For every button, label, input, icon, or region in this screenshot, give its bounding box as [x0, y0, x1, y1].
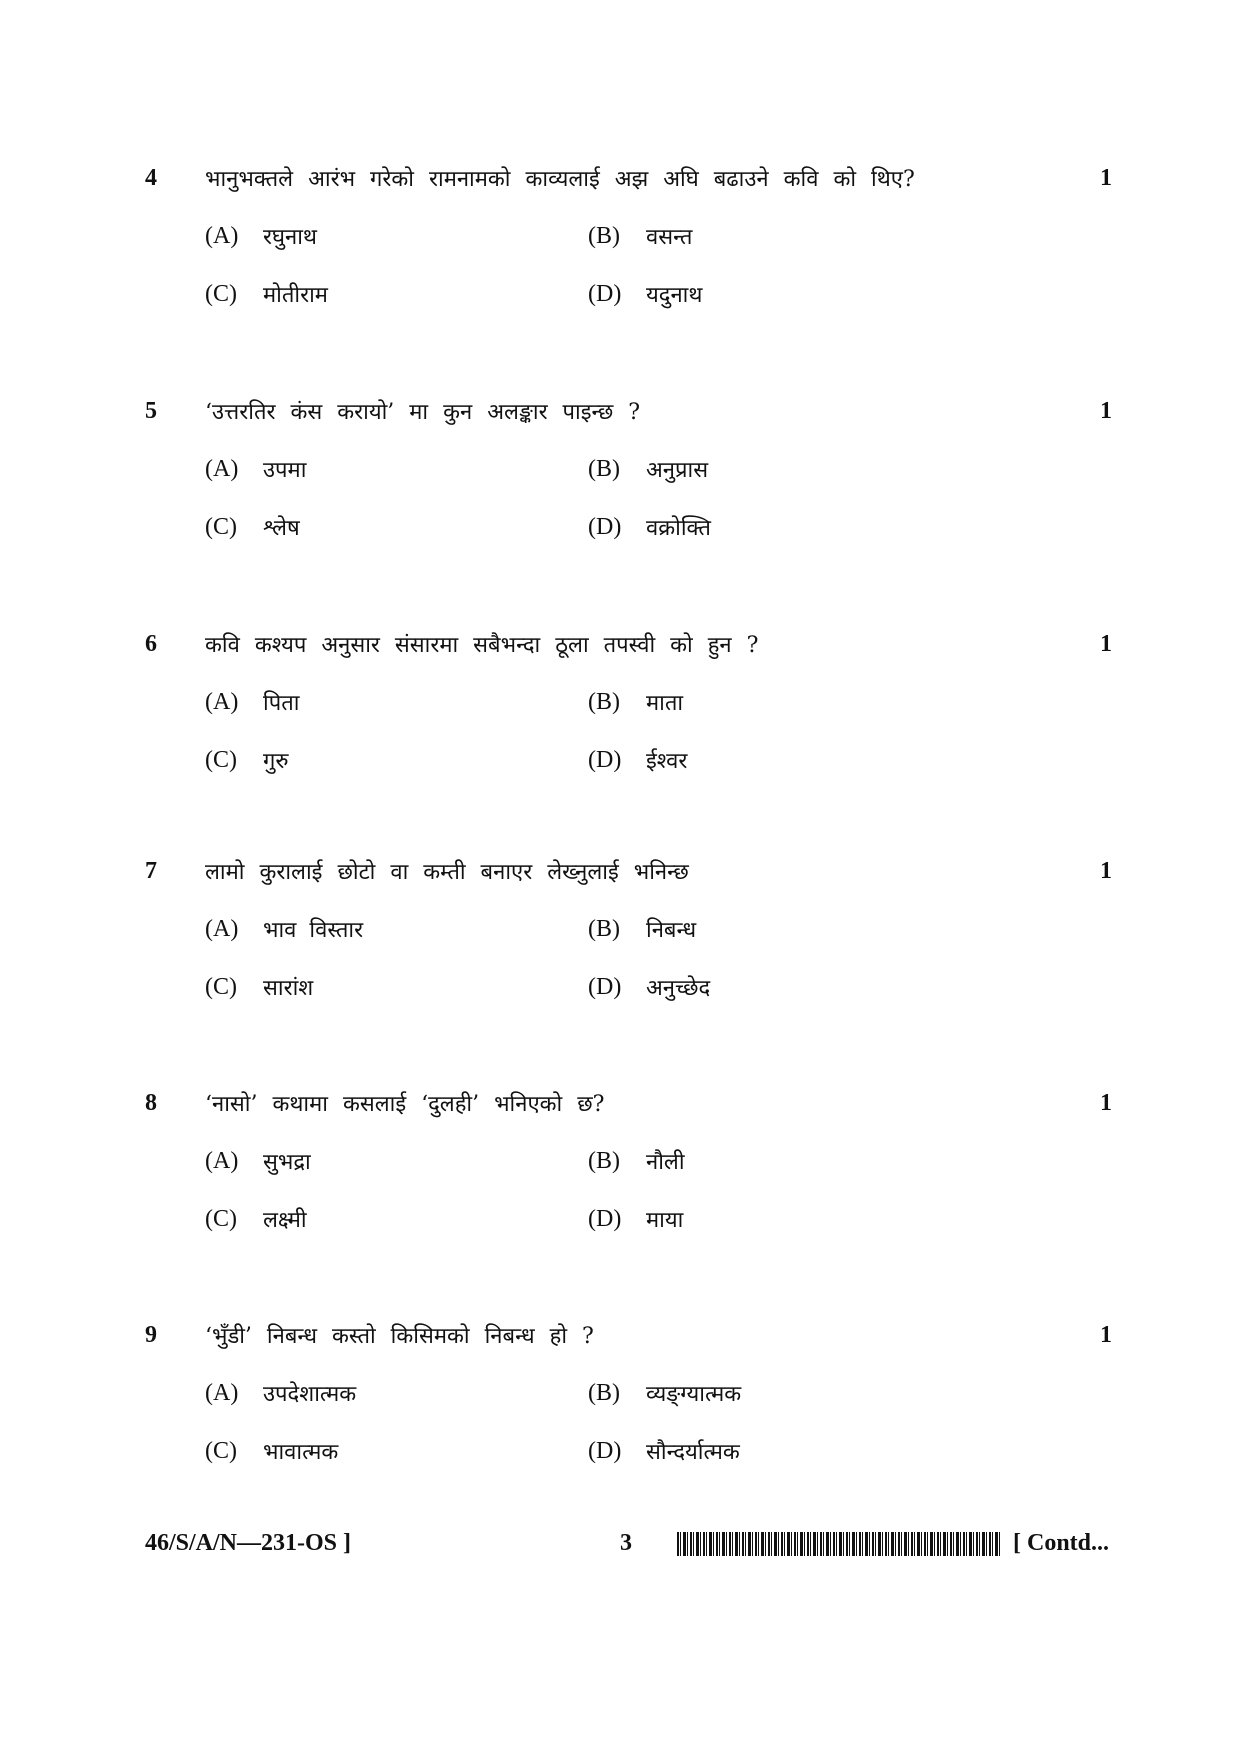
option-label: (B): [588, 223, 620, 249]
option-label: (A): [205, 689, 239, 715]
option-label: (A): [205, 456, 239, 482]
page-number: 3: [620, 1530, 632, 1556]
question-text: भानुभक्तले आरंभ गरेको रामनामको काव्यलाई अझ अघि बढाउने कवि को थिए?: [205, 167, 915, 192]
option-text: अनुप्रास: [646, 458, 709, 483]
option-label: (B): [588, 456, 620, 482]
option-label: (C): [205, 514, 237, 540]
option-label: (C): [205, 974, 237, 1000]
option-label: (D): [588, 1206, 622, 1232]
question-number: 8: [145, 1090, 157, 1116]
option-text: सुभद्रा: [263, 1150, 311, 1175]
question-number: 9: [145, 1322, 157, 1348]
option-text: सारांश: [263, 976, 314, 1001]
option-label: (D): [588, 514, 622, 540]
question-marks: 1: [1100, 631, 1112, 657]
question-text: ‘उत्तरतिर कंस करायो’ मा कुन अलङ्कार पाइन्छ ?: [205, 400, 641, 425]
option-text: व्यङ्ग्यात्मक: [646, 1382, 742, 1407]
option-label: (B): [588, 689, 620, 715]
question-6: [0, 631, 1241, 831]
question-text: कवि कश्यप अनुसार संसारमा सबैभन्दा ठूला तपस्वी को हुन ?: [205, 633, 759, 658]
option-text: माया: [646, 1208, 684, 1233]
question-marks: 1: [1100, 398, 1112, 424]
question-number: 7: [145, 858, 157, 884]
option-label: (B): [588, 1148, 620, 1174]
question-marks: 1: [1100, 165, 1112, 191]
question-number: 6: [145, 631, 157, 657]
option-text: सौन्दर्यात्मक: [646, 1440, 740, 1465]
question-8: [0, 1090, 1241, 1290]
option-label: (D): [588, 974, 622, 1000]
question-number: 5: [145, 398, 157, 424]
question-text: ‘भुँडी’ निबन्ध कस्तो किसिमको निबन्ध हो ?: [205, 1324, 594, 1349]
option-text: गुरु: [263, 749, 289, 774]
option-text: श्लेष: [263, 516, 300, 541]
option-text: वसन्त: [646, 225, 693, 250]
option-label: (B): [588, 916, 620, 942]
option-label: (C): [205, 747, 237, 773]
question-5: [0, 398, 1241, 598]
option-label: (D): [588, 747, 622, 773]
option-label: (C): [205, 281, 237, 307]
option-label: (D): [588, 1438, 622, 1464]
question-marks: 1: [1100, 1322, 1112, 1348]
option-text: लक्ष्मी: [263, 1208, 307, 1233]
option-text: नौली: [646, 1150, 685, 1175]
option-text: उपदेशात्मक: [263, 1382, 357, 1407]
question-7: [0, 858, 1241, 1058]
question-number: 4: [145, 165, 157, 191]
option-label: (D): [588, 281, 622, 307]
option-text: उपमा: [263, 458, 307, 483]
option-text: भावात्मक: [263, 1440, 339, 1465]
question-marks: 1: [1100, 1090, 1112, 1116]
option-text: मोतीराम: [263, 283, 328, 308]
option-label: (A): [205, 1148, 239, 1174]
question-4: [0, 165, 1241, 365]
option-text: माता: [646, 691, 684, 716]
option-text: अनुच्छेद: [646, 976, 711, 1001]
option-text: रघुनाथ: [263, 225, 317, 250]
paper-code: 46/S/A/N—231-OS ]: [145, 1530, 352, 1556]
question-9: [0, 1322, 1241, 1522]
option-label: (A): [205, 916, 239, 942]
option-text: निबन्ध: [646, 918, 697, 943]
option-text: यदुनाथ: [646, 283, 703, 308]
option-label: (C): [205, 1438, 237, 1464]
barcode-icon: [677, 1532, 1001, 1556]
question-marks: 1: [1100, 858, 1112, 884]
option-text: वक्रोक्ति: [646, 516, 711, 541]
option-text: ईश्वर: [646, 749, 688, 774]
option-label: (A): [205, 1380, 239, 1406]
continued-label: [ Contd...: [1013, 1530, 1110, 1556]
option-text: भाव विस्तार: [263, 918, 364, 943]
option-label: (A): [205, 223, 239, 249]
page-footer: [0, 1530, 1241, 1570]
option-text: पिता: [263, 691, 300, 716]
question-text: ‘नासो’ कथामा कसलाई ‘दुलही’ भनिएको छ?: [205, 1092, 605, 1117]
option-label: (B): [588, 1380, 620, 1406]
question-text: लामो कुरालाई छोटो वा कम्ती बनाएर लेख्नुलाई भनिन्छ: [205, 860, 689, 885]
option-label: (C): [205, 1206, 237, 1232]
